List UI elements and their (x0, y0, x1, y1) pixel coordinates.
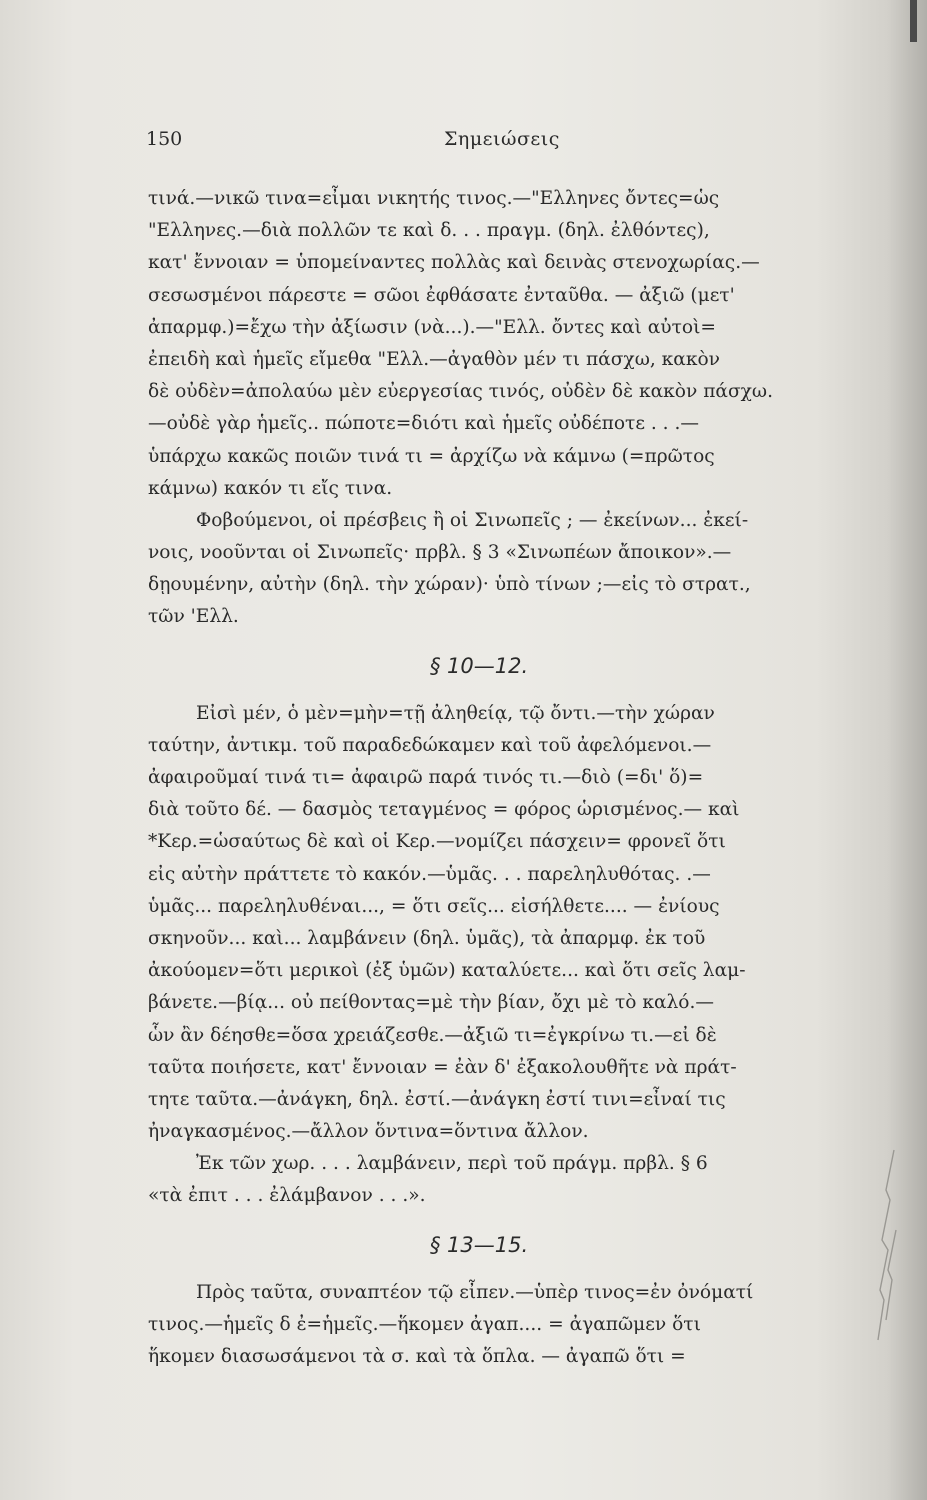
text-line: δῃουμένην, αὐτὴν (δηλ. τὴν χώραν)· ὑπὸ τίνων ;—εἰς τὸ στρατ., (148, 574, 751, 596)
text-line: τητε ταῦτα.—ἀνάγκη, δηλ. ἐστί.—ἀνάγκη ἐστί τινι=εἶναί τις (148, 1088, 726, 1110)
text-line: "Ελληνες.—διὰ πολλῶν τε καὶ δ. . . πραγμ. (δηλ. ἐλθόντες), (148, 220, 710, 242)
text-line: κάμνω) κακόν τι εἴς τινα. (148, 477, 393, 499)
text-line: εἰς αὐτὴν πράττετε τὸ κακόν.—ὑμᾶς. . . παρεληλυθότας. .— (148, 863, 711, 885)
text-line: ἠναγκασμένος.—ἄλλον ὅντινα=ὅντινα ἄλλον. (148, 1121, 589, 1143)
text-line: ταύτην, ἀντικμ. τοῦ παραδεδώκαμεν καὶ τοῦ ἀφελόμενοι.— (148, 734, 712, 756)
text-line: ὑμᾶς... παρεληλυθέναι..., = ὅτι σεῖς... εἰσήλθετε.... — ἐνίους (148, 895, 720, 917)
section-heading: § 10—12. (429, 653, 529, 678)
text-line: ἀκούομεν=ὅτι μερικοὶ (ἐξ ὑμῶν) καταλύετε... καὶ ὅτι σεῖς λαμ- (148, 960, 746, 982)
text-line: ὧν ἂν δέησθε=ὅσα χρειάζεσθε.—ἀξιῶ τι=ἐγκρίνω τι.—εἰ δὲ (148, 1024, 717, 1046)
text-line: Φοβούμενοι, οἱ πρέσβεις ἢ οἱ Σινωπεῖς ; — ἐκείνων... ἐκεί- (196, 509, 749, 531)
running-title: Σημειώσεις (444, 128, 560, 150)
page-body (148, 183, 870, 1373)
text-line: σεσωσμένοι πάρεστε = σῶοι ἐφθάσατε ἐνταῦθα. — ἀξιῶ (μετ' (148, 284, 735, 306)
text-line: ἀφαιροῦμαί τινά τι= ἀφαιρῶ παρά τινός τι.—διὸ (=δι' ὅ)= (148, 767, 704, 788)
section-heading: § 13—15. (429, 1232, 529, 1257)
text-line: διὰ τοῦτο δέ. — δασμὸς τεταγμένος = φόρος ὡρισμένος.— καὶ (148, 799, 740, 821)
text-line: τινά.—νικῶ τινα=εἶμαι νικητής τινος.—"Ελληνες ὄντες=ὡς (148, 188, 720, 209)
margin-pencil-scribble (872, 1130, 902, 1350)
text-line: Πρὸς ταῦτα, συναπτέον τῷ εἶπεν.—ὑπὲρ τινος=ἐν ὀνόματί (196, 1281, 754, 1303)
text-line: σκηνοῦν... καὶ... λαμβάνειν (δηλ. ὑμᾶς), τὰ ἀπαρμφ. ἐκ τοῦ (148, 927, 706, 949)
text-line: βάνετε.—βίᾳ... οὐ πείθοντας=μὲ τὴν βίαν, ὄχι μὲ τὸ καλό.— (148, 992, 715, 1014)
text-line: ὑπάρχω κακῶς ποιῶν τινά τι = ἀρχίζω νὰ κάμνω (=πρῶτος (148, 445, 715, 467)
text-line: Ἐκ τῶν χωρ. . . . λαμβάνειν, περὶ τοῦ πράγμ. πρβλ. § 6 (196, 1153, 708, 1175)
text-line: τινος.—ἡμεῖς δ ἐ=ἡμεῖς.—ἥκομεν ἀγαπ.... = ἀγαπῶμεν ὅτι (148, 1313, 701, 1335)
text-line: *Κερ.=ὡσαύτως δὲ καὶ οἱ Κερ.—νομίζει πάσχειν= φρονεῖ ὅτι (148, 831, 726, 853)
text-line: δὲ οὐδὲν=ἀπολαύω μὲν εὐεργεσίας τινός, οὐδὲν δὲ κακὸν πάσχω. (148, 381, 773, 403)
text-line: —οὐδὲ γὰρ ἡμεῖς.. πώποτε=διότι καὶ ἡμεῖς οὐδέποτε . . .— (148, 413, 700, 435)
text-line: ἥκομεν διασωσάμενοι τὰ σ. καὶ τὰ ὅπλα. — ἀγαπῶ ὅτι = (148, 1346, 686, 1367)
text-line: νοις, νοοῦνται οἱ Σινωπεῖς· πρβλ. § 3 «Σινωπέων ἄποικον».— (148, 542, 732, 564)
text-line: Εἰσὶ μέν, ὁ μὲν=μὴν=τῇ ἀληθείᾳ, τῷ ὄντι.—τὴν χώραν (196, 702, 715, 724)
text-line: ἐπειδὴ καὶ ἡμεῖς εἴμεθα "Ελλ.—ἀγαθὸν μέν τι πάσχω, κακὸν (148, 348, 720, 370)
page-number: 150 (146, 128, 183, 150)
text-line: κατ' ἔννοιαν = ὑπομείναντες πολλὰς καὶ δεινὰς στενοχωρίας.— (148, 252, 760, 274)
text-line: τῶν 'Ελλ. (148, 606, 239, 628)
corner-mark (910, 0, 917, 42)
text-line: ταῦτα ποιήσετε, κατ' ἔννοιαν = ἐὰν δ' ἐξακολουθῆτε νὰ πράτ- (148, 1056, 737, 1078)
page-header (146, 128, 786, 160)
text-line: «τὰ ἐπιτ . . . ἐλάμβανον . . .». (148, 1185, 426, 1207)
text-line: ἀπαρμφ.)=ἔχω τὴν ἀξίωσιν (νὰ...).—"Ελλ. ὄντες καὶ αὐτοὶ= (148, 316, 716, 338)
